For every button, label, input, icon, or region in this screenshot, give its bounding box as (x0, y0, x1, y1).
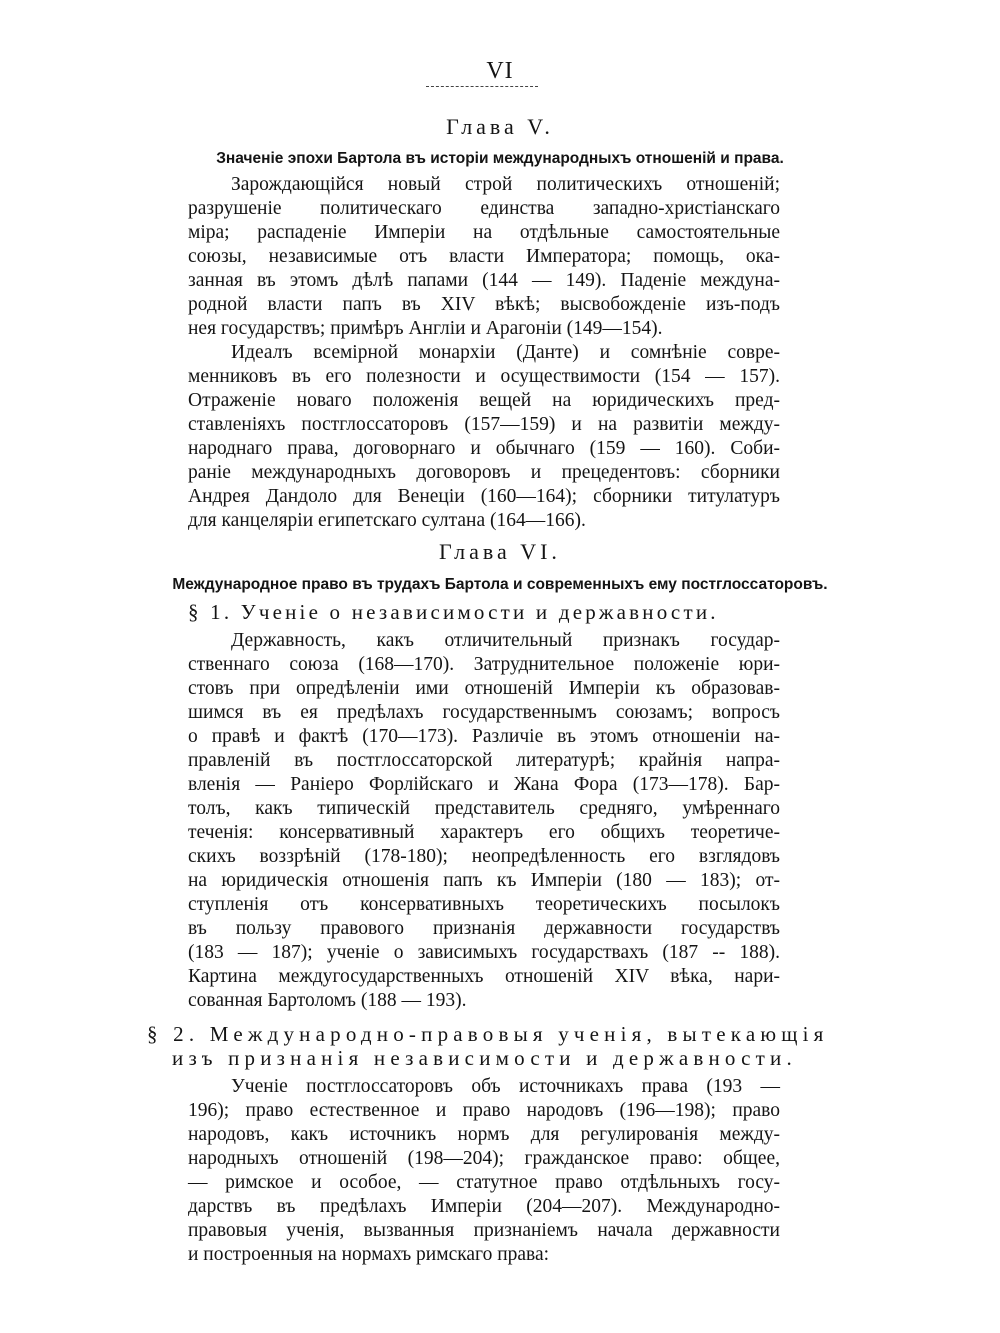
text-line: менниковъ въ его полезности и осуществимости (154 — 157). (188, 366, 780, 387)
text-line: и построенныя на нормахъ римскаго права: (188, 1244, 550, 1265)
text-line: въ пользу правового признанія державности государствъ (188, 918, 780, 939)
text-line: стовъ при опредѣленіи ими отношеній Имперіи къ образовав- (188, 678, 780, 699)
text-line: (183 — 187); ученіе о зависимыхъ государствахъ (187 -- 188). (188, 942, 780, 963)
text-line: занная въ этомъ дѣлѣ папами (144 — 149). Паденіе междуна- (188, 270, 780, 291)
text-line: Зарождающійся новый строй политическихъ отношеній; (231, 174, 780, 195)
page-number-rule (426, 86, 538, 87)
section-2-heading: § 2. Международно-правовыя ученія, вытекающія (147, 1022, 829, 1046)
text-line: раніе международныхъ договоровъ и прецедентовъ: сборники (188, 462, 780, 483)
text-line: народнаго права, договорнаго и обычнаго (159 — 160). Соби- (188, 438, 780, 459)
text-line: народныхъ отношеній (198—204); гражданское право: общее, (188, 1148, 780, 1169)
text-line: Державность, какъ отличительный признакъ государ- (231, 630, 780, 651)
text-line: Идеалъ всемірной монархіи (Данте) и сомнѣніе совре- (231, 342, 780, 363)
text-line: Картина междугосударственныхъ отношеній XIV вѣка, нари- (188, 966, 780, 987)
text-line: ступленія отъ консервативныхъ теоретическихъ посылокъ (188, 894, 780, 915)
text-line: толъ, какъ типическій представитель средняго, умѣреннаго (188, 798, 780, 819)
text-line: о правѣ и фактѣ (170—173). Различіе въ этомъ отношеніи на- (188, 726, 780, 747)
text-line: 196); право естественное и право народовъ (196—198); право (188, 1100, 780, 1121)
text-line: теченія: консервативный характеръ его общихъ теоретиче- (188, 822, 780, 843)
chapter-vi-subtitle: Международное право въ трудахъ Бартола и современныхъ ему постглоссаторовъ. (172, 576, 828, 593)
section-2-heading-continued: изъ признанія независимости и державности. (172, 1046, 797, 1070)
text-line: сованная Бартоломъ (188 — 193). (188, 990, 467, 1011)
section-1-heading: § 1. Ученіе о независимости и державности. (188, 600, 719, 624)
text-line: міра; распаденіе Имперіи на отдѣльные самостоятельные (188, 222, 780, 243)
page-number: VI (486, 58, 514, 84)
chapter-v-title: Глава V. (446, 114, 554, 139)
text-line: ставленіяхъ постглоссаторовъ (157—159) и на развитіи между- (188, 414, 780, 435)
text-line: для канцеляріи египетскаго султана (164—166). (188, 510, 586, 531)
text-line: народовъ, какъ источникъ нормъ для регулированія между- (188, 1124, 780, 1145)
text-line: на юридическія отношенія папъ къ Имперіи (180 — 183); от- (188, 870, 780, 891)
text-line: правовыя ученія, вызванныя признаніемъ начала державности (188, 1220, 780, 1241)
text-line: правленій въ постглоссаторской литературѣ; крайнія напра- (188, 750, 780, 771)
chapter-vi-title: Глава VI. (439, 539, 561, 564)
text-line: скихъ воззрѣній (178-180); неопредѣленность его взглядовъ (188, 846, 780, 867)
text-line: ственнаго союза (168—170). Затруднительное положеніе юри- (188, 654, 780, 675)
text-line: шимся въ ея предѣлахъ государственнымъ союзамъ; вопросъ (188, 702, 780, 723)
chapter-v-subtitle: Значеніе эпохи Бартола въ исторіи международныхъ отношеній и права. (216, 150, 784, 167)
text-line: нея государствъ; примѣръ Англіи и Арагоніи (149—154). (188, 318, 663, 339)
text-line: вленія — Раніеро Форлійскаго и Жана Фора (173—178). Бар- (188, 774, 780, 795)
text-line: союзы, независимые отъ власти Императора; помощь, ока- (188, 246, 780, 267)
text-line: родной власти папъ въ XIV вѣкѣ; высвобожденіе изъ-подъ (188, 294, 780, 315)
text-line: — римское и особое, — статутное право отдѣльныхъ госу- (188, 1172, 780, 1193)
text-line: дарствъ въ предѣлахъ Имперіи (204—207). Международно- (188, 1196, 780, 1217)
text-line: Андрея Дандоло для Венеціи (160—164); сборники титулатуръ (188, 486, 780, 507)
text-line: Отраженіе новаго положенія вещей на юридическихъ пред- (188, 390, 780, 411)
text-line: Ученіе постглоссаторовъ объ источникахъ права (193 — (231, 1076, 780, 1097)
text-line: разрушеніе политическаго единства западно-христіанскаго (188, 198, 780, 219)
